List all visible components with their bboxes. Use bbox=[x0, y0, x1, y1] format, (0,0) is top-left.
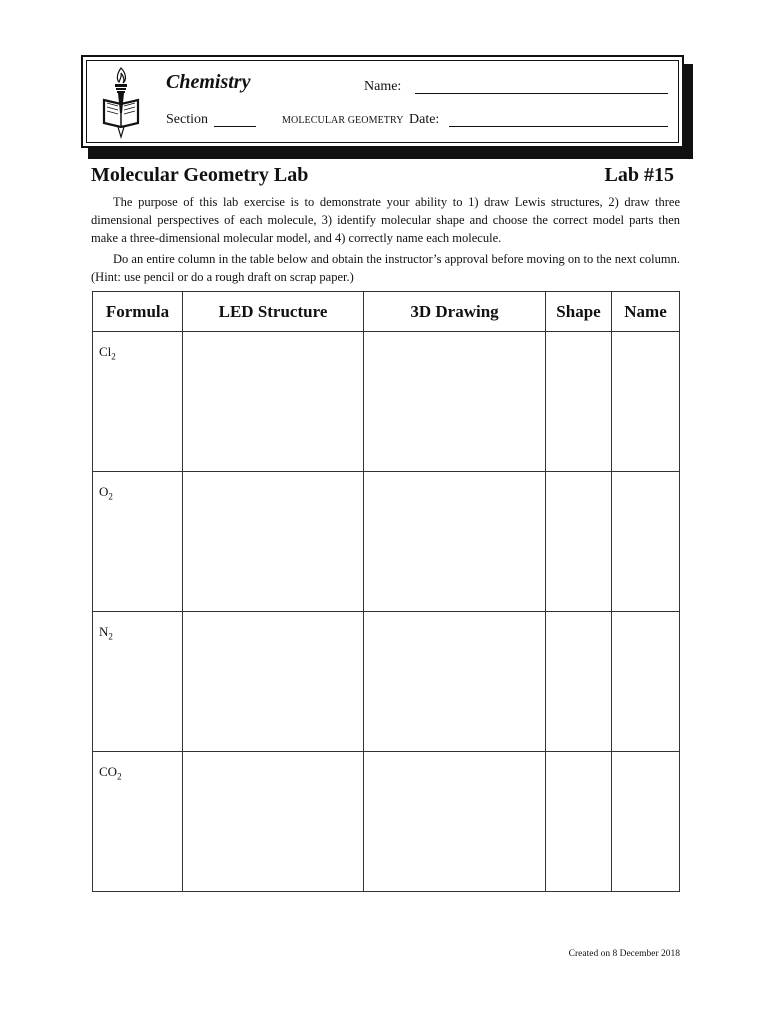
formula-base: CO bbox=[99, 764, 118, 779]
name-field-line[interactable] bbox=[415, 81, 668, 94]
formula-cell bbox=[93, 752, 183, 892]
name-cell[interactable] bbox=[612, 612, 680, 752]
table-row bbox=[93, 332, 680, 472]
formula-base: Cl bbox=[99, 344, 112, 359]
formula-subscript: 2 bbox=[108, 631, 113, 642]
shape-cell[interactable] bbox=[546, 752, 612, 892]
table-row bbox=[93, 752, 680, 892]
header-shape: Shape bbox=[546, 292, 612, 332]
date-field-line[interactable] bbox=[449, 114, 668, 127]
date-label: Date: bbox=[409, 112, 440, 127]
3d-drawing-cell[interactable] bbox=[364, 332, 546, 472]
table-row bbox=[93, 612, 680, 752]
table-row bbox=[93, 472, 680, 612]
shape-cell[interactable] bbox=[546, 332, 612, 472]
formula-subscript: 2 bbox=[108, 491, 113, 502]
formula-cell bbox=[93, 472, 183, 612]
name-cell[interactable] bbox=[612, 752, 680, 892]
formula-text bbox=[93, 752, 182, 782]
formula-base: N bbox=[99, 624, 109, 639]
header-led-structure: LED Structure bbox=[183, 292, 364, 332]
molecule-table bbox=[92, 291, 680, 892]
formula-text bbox=[93, 472, 182, 502]
shape-cell[interactable] bbox=[546, 612, 612, 752]
led-structure-cell[interactable] bbox=[183, 472, 364, 612]
3d-drawing-cell[interactable] bbox=[364, 752, 546, 892]
formula-base: O bbox=[99, 484, 109, 499]
header-box bbox=[81, 55, 684, 148]
formula-cell bbox=[93, 612, 183, 752]
led-structure-cell[interactable] bbox=[183, 752, 364, 892]
formula-cell bbox=[93, 332, 183, 472]
document-title: Molecular Geometry Lab bbox=[91, 164, 309, 186]
purpose-paragraph: The purpose of this lab exercise is to demonstrate your ability to 1) draw Lewis structures, 2) draw three dimensional perspectives of each molecule, 3) identify molecular shape and choose the correct model parts then make a three-dimensional molecular model, and 4) correctly name each molecule. bbox=[91, 195, 680, 245]
formula-text bbox=[93, 612, 182, 642]
led-structure-cell[interactable] bbox=[183, 332, 364, 472]
table-header-row bbox=[93, 292, 680, 332]
formula-subscript: 2 bbox=[111, 351, 116, 362]
header-inner-frame bbox=[86, 60, 679, 143]
header-3d-drawing: 3D Drawing bbox=[364, 292, 546, 332]
name-cell[interactable] bbox=[612, 472, 680, 612]
topic-label: MOLECULAR GEOMETRY bbox=[282, 115, 404, 126]
3d-drawing-cell[interactable] bbox=[364, 472, 546, 612]
subject-title: Chemistry bbox=[166, 71, 251, 93]
section-label: Section bbox=[166, 112, 208, 127]
created-date-footer: Created on 8 December 2018 bbox=[568, 949, 680, 959]
name-label: Name: bbox=[364, 79, 402, 94]
name-cell[interactable] bbox=[612, 332, 680, 472]
instructions-paragraph: Do an entire column in the table below and obtain the instructor’s approval before moving on to the next column. (Hint: use pencil or do a rough draft on scrap paper.) bbox=[91, 252, 680, 284]
led-structure-cell[interactable] bbox=[183, 612, 364, 752]
formula-subscript: 2 bbox=[117, 771, 122, 782]
header-formula: Formula bbox=[93, 292, 183, 332]
header-name: Name bbox=[612, 292, 680, 332]
torch-book-logo-icon bbox=[101, 65, 141, 139]
3d-drawing-cell[interactable] bbox=[364, 612, 546, 752]
section-field-line[interactable] bbox=[214, 114, 256, 127]
shape-cell[interactable] bbox=[546, 472, 612, 612]
lab-number: Lab #15 bbox=[604, 164, 674, 186]
formula-text bbox=[93, 332, 182, 362]
